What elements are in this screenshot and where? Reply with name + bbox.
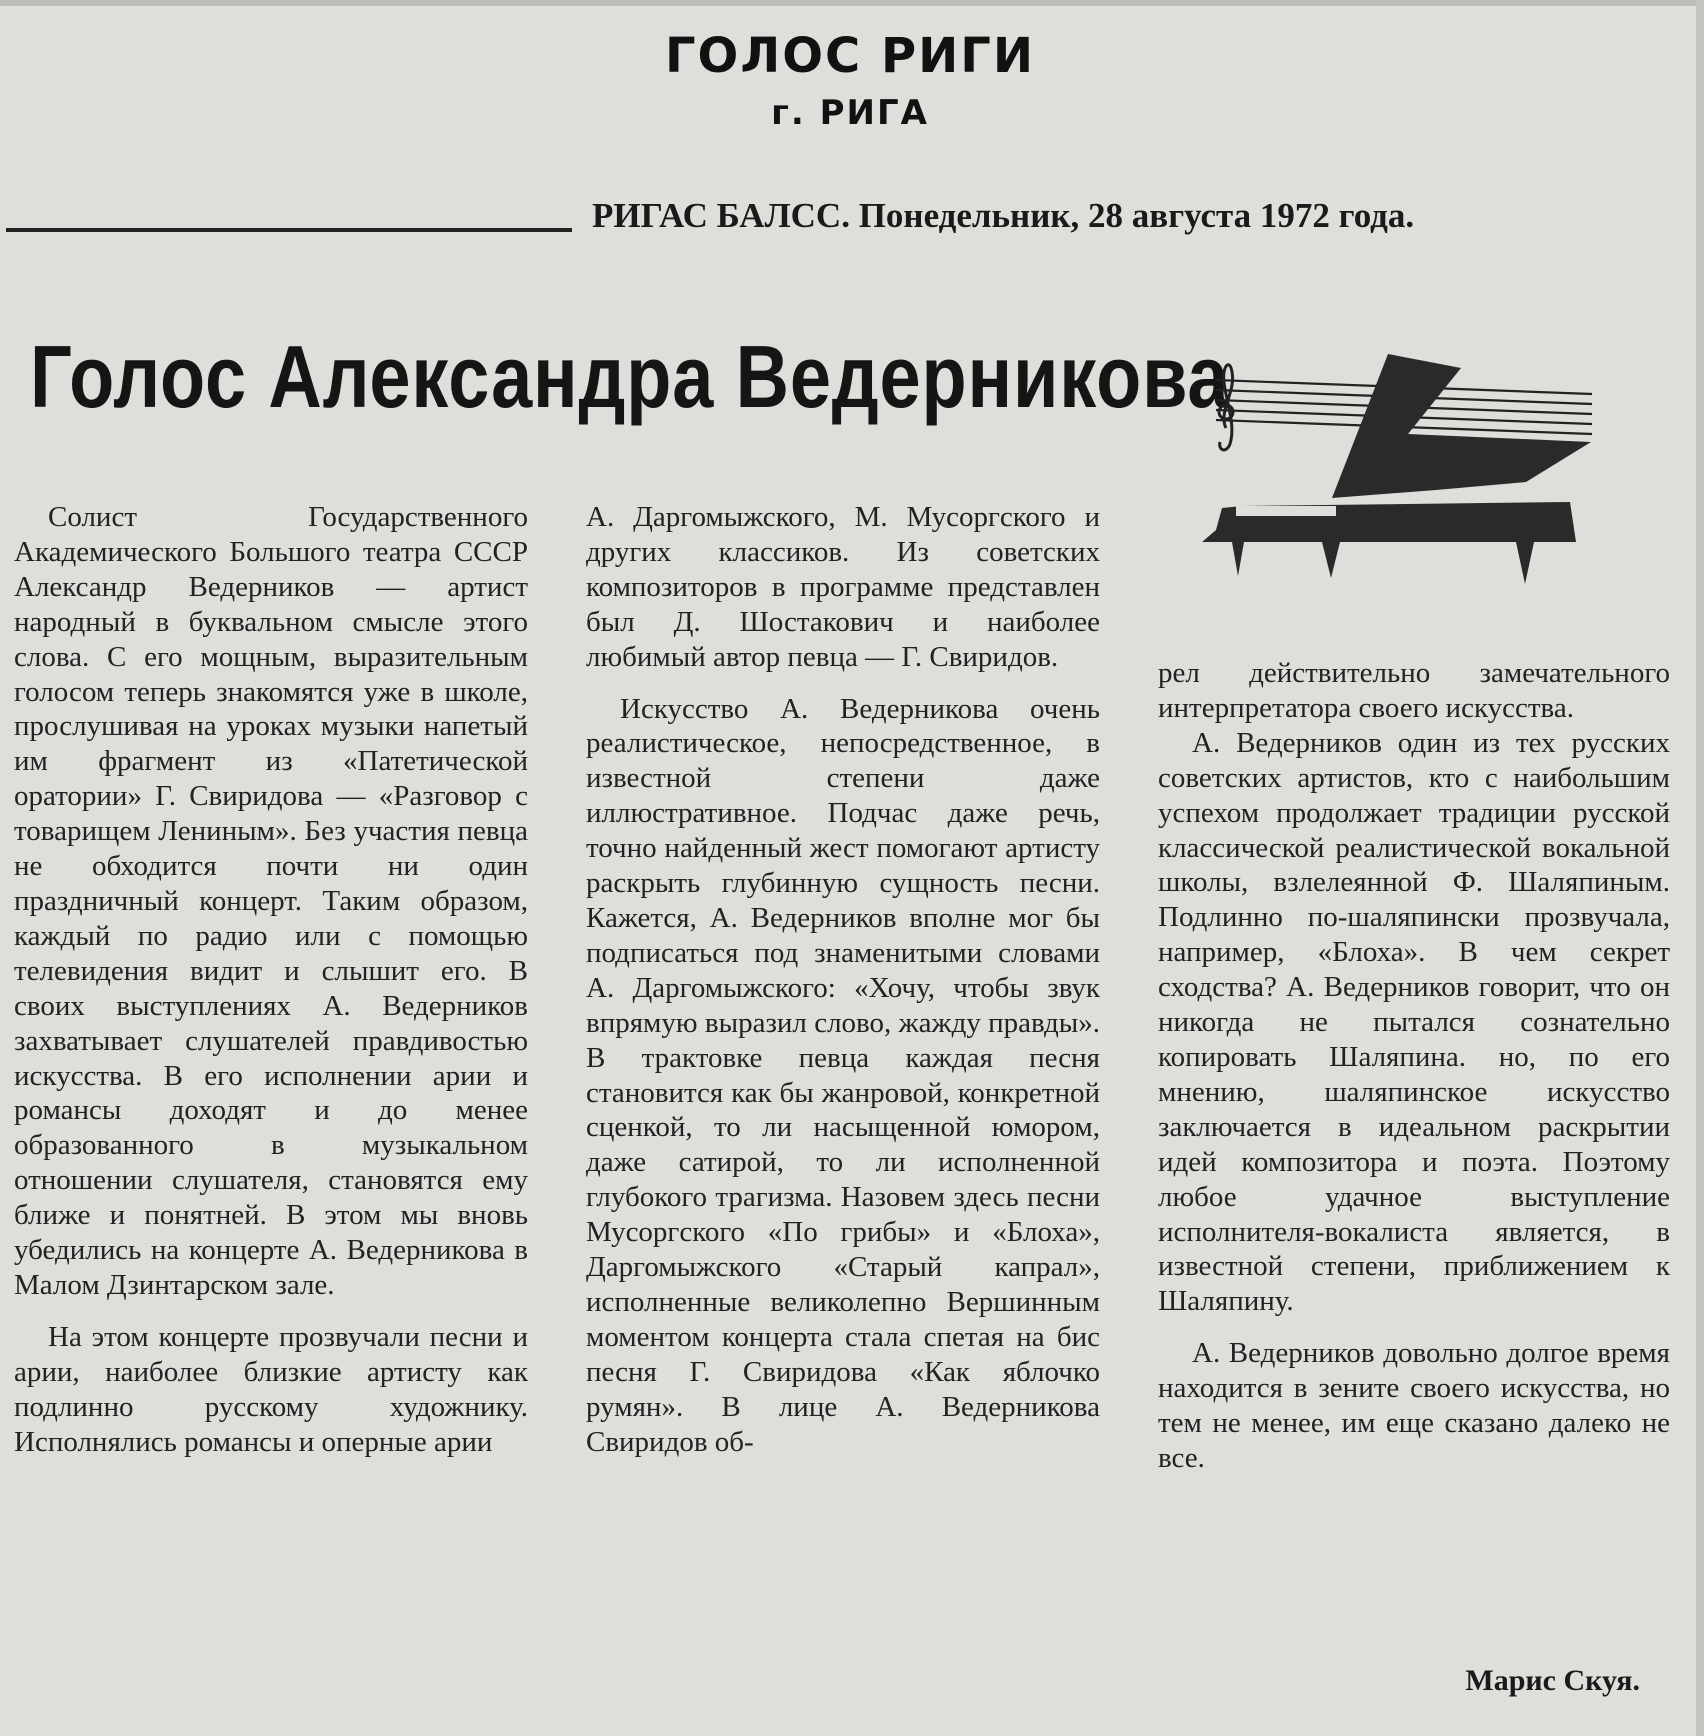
paragraph: А. Ведерников довольно долгое время находится в зените своего искусства, но тем не менее, им еще сказано далеко не все. [1158, 1337, 1670, 1474]
article-column-3 [1158, 656, 1670, 1476]
dateline-rule [6, 228, 572, 232]
paragraph: рел действительно замечательного интерпретатора своего искусства. [1158, 657, 1670, 724]
stamp-line-2: г. РИГА [771, 93, 929, 133]
paragraph: А. Ведерников один из тех русских советских артистов, кто с наибольшим успехом продолжает традиции русской классической реалистической вокальной школы, взлелеянной Ф. Шаляпиным. Подлинно по-шаляпински прозвучала, например, «Блоха». В чем секрет сходства? А. Ведерников говорит, что он никогда не пытался сознательно копировать Шаляпина. но, по его мнению, шаляпинское искусство заключается в идеальном раскрытии идей композитора и поэта. Поэтому любое удачное выступление исполнителя-вокалиста является, в известной степени, приближением к Шаляпину. [1158, 726, 1670, 1318]
paragraph: На этом концерте прозвучали песни и арии, наиболее близкие артисту как подлинно русскому художнику. Исполнялись романсы и оперные арии [14, 1320, 528, 1458]
paper-edge-right [1696, 0, 1704, 1736]
source-stamp [600, 26, 1100, 140]
piano-music-staff-icon [1196, 352, 1600, 584]
paragraph: Искусство А. Ведерникова очень реалистическое, непосредственное, в известной степени даже иллюстративное. Подчас даже речь, точно найденный жест помогают артисту раскрыть глубинную сущность песни. Кажется, А. Ведерников вполне мог бы подписаться под знаменитыми словами А. Даргомыжского: «Хочу, чтобы звук впрямую выразил слово, жажду правды». В трактовке певца каждая песня становится как бы жанровой, конкретной сценкой, то ли насыщенной юмором, даже сатирой, то ли исполненной глубокого трагизма. Назовем здесь песни Мусоргского «По грибы» и «Блоха», Даргомыжского «Старый капрал», исполненные великолепно Вершинным моментом концерта стала спетая на бис песня Г. Свиридова «Как яблочко румян». В лице А. Ведерникова Свиридов об- [586, 692, 1100, 1458]
article-headline: Голос Александра Ведерникова [30, 327, 1230, 426]
paragraph: Солист Государственного Академического Большого театра СССР Александр Ведерников — артист народный в буквальном смысле этого слова. С его мощным, выразительным голосом теперь знакомятся уже в школе, прослушивая на уроках музыки напетый им фрагмент из «Патетической оратории» Г. Свиридова — «Разговор с товарищем Лениным». Без участия певца не обходится почти ни один праздничный концерт. Таким образом, каждый по радио или с помощью телевидения видит и слышит его. В своих выступлениях А. Ведерников захватывает слушателей правдивостью искусства. В его исполнении арии и романсы доходят и до менее образованного в музыкальном отношении слушателя, становятся ему ближе и понятней. В этом мы вновь убедились на концерте А. Ведерникова в Малом Дзинтарском зале. [14, 501, 528, 1301]
paragraph: А. Даргомыжского, М. Мусоргского и других классиков. Из советских композиторов в программе представлен был Д. Шостакович и наиболее любимый автор певца — Г. Свиридов. [586, 501, 1100, 673]
author-signature: Марис Скуя. [1465, 1664, 1640, 1697]
paper-edge-top [0, 0, 1704, 6]
article-column-2 [586, 500, 1100, 1459]
article-column-1 [14, 500, 528, 1459]
stamp-line-1: ГОЛОС РИГИ [664, 28, 1036, 84]
dateline: РИГАС БАЛСС. Понедельник, 28 августа 1972 года. [592, 196, 1415, 235]
